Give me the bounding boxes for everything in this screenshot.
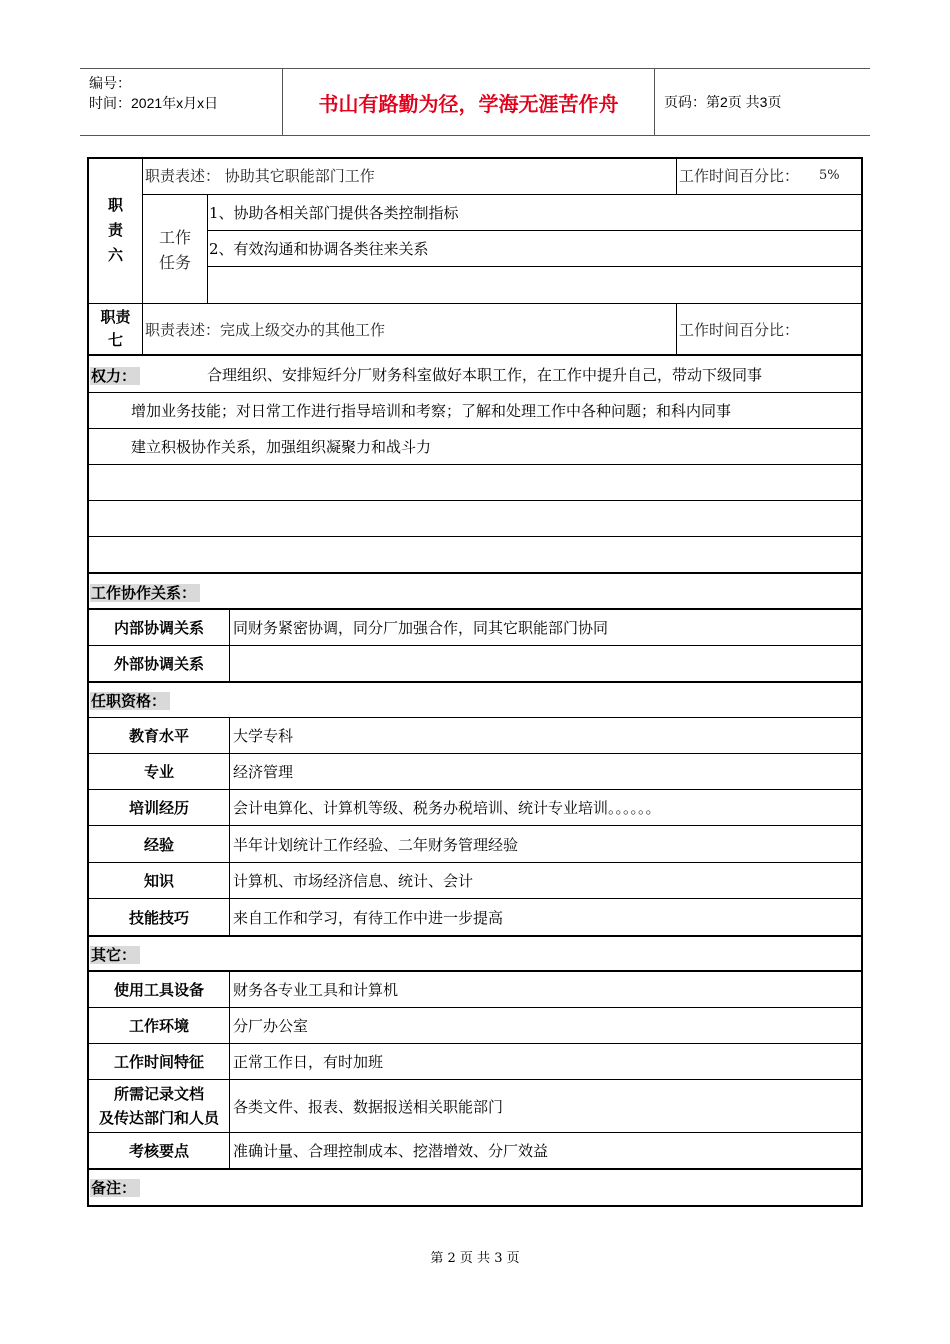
header-page-label: 页码：第2页 共3页 bbox=[664, 94, 782, 110]
remarks-section-label: 备注： bbox=[90, 1179, 140, 1197]
duty6-description: 职责表述： 协助其它职能部门工作 bbox=[145, 167, 375, 185]
duty7-description: 职责表述：完成上级交办的其他工作 bbox=[145, 320, 386, 339]
grid-line bbox=[87, 464, 863, 465]
qualification-row-value: 计算机、市场经济信息、统计、会计 bbox=[233, 872, 474, 890]
header-divider bbox=[654, 69, 655, 136]
authority-line-1: 合理组织、安排短纤分厂财务科室做好本职工作，在工作中提升自己，带动下级同事 bbox=[207, 365, 763, 384]
duty7-label: 职责 七 bbox=[100, 308, 131, 349]
other-row-label: 所需记录文档 及传达部门和人员 bbox=[98, 1085, 219, 1127]
authority-section-label: 权力： bbox=[90, 367, 140, 385]
grid-line bbox=[229, 718, 230, 935]
header-motto: 书山有路勤为径，学海无涯苦作舟 bbox=[318, 92, 619, 116]
grid-line bbox=[207, 195, 208, 303]
qualification-row-value: 半年计划统计工作经验、二年财务管理经验 bbox=[233, 835, 519, 854]
duty6-tasks-label: 工作 任务 bbox=[158, 228, 191, 272]
job-description-form bbox=[87, 157, 863, 1207]
grid-line bbox=[229, 972, 230, 1168]
grid-line bbox=[676, 304, 677, 355]
internal-coordination-label: 内部协调关系 bbox=[113, 619, 204, 637]
qualification-row-value: 来自工作和学习，有待工作中进一步提高 bbox=[233, 908, 504, 927]
page-footer: 第 2 页 共 3 页 bbox=[430, 1251, 520, 1266]
qualification-row-value: 经济管理 bbox=[233, 763, 294, 781]
grid-line bbox=[676, 157, 677, 194]
qualification-row-label: 培训经历 bbox=[128, 799, 189, 817]
grid-line bbox=[87, 572, 863, 574]
other-section-label: 其它： bbox=[90, 946, 140, 964]
doc-number-label: 编号： bbox=[89, 75, 131, 91]
authority-line-3: 建立积极协作关系，加强组织凝聚力和战斗力 bbox=[131, 438, 432, 456]
qualification-row-value: 大学专科 bbox=[233, 727, 294, 745]
duty6-time-value: 5% bbox=[819, 168, 840, 183]
qualification-row-value: 会计电算化、计算机等级、税务办税培训、统计专业培训。。。。。。 bbox=[233, 799, 661, 817]
authority-line-2: 增加业务技能；对日常工作进行指导培训和考察；了解和处理工作中各种问题；和科内同事 bbox=[131, 402, 732, 420]
other-row-label: 工作时间特征 bbox=[113, 1053, 204, 1071]
grid-line bbox=[208, 266, 863, 267]
other-row-value: 分厂办公室 bbox=[233, 1017, 309, 1035]
grid-line bbox=[87, 681, 863, 683]
external-coordination-label: 外部协调关系 bbox=[113, 655, 204, 673]
cooperation-section-label: 工作协作关系： bbox=[90, 584, 200, 602]
qualification-row-label: 技能技巧 bbox=[128, 908, 189, 927]
duty7-time-label: 工作时间百分比： bbox=[679, 320, 800, 339]
other-row-label: 工作环境 bbox=[128, 1017, 189, 1035]
grid-line bbox=[87, 935, 863, 937]
page-header bbox=[80, 68, 870, 136]
qualification-row-label: 专业 bbox=[143, 763, 174, 781]
duty6-label: 职 责 六 bbox=[107, 195, 123, 264]
header-meta bbox=[89, 73, 289, 113]
internal-coordination-value: 同财务紧密协调，同分厂加强合作，同其它职能部门协同 bbox=[233, 619, 609, 637]
other-row-value: 正常工作日，有时加班 bbox=[233, 1053, 384, 1071]
qualification-row-label: 经验 bbox=[143, 835, 174, 854]
doc-date-label: 时间：2021年x月x日 bbox=[89, 95, 219, 111]
other-row-value: 准确计量、合理控制成本、挖潜增效、分厂效益 bbox=[233, 1142, 549, 1160]
qualification-row-label: 教育水平 bbox=[128, 727, 189, 745]
qualification-row-label: 知识 bbox=[143, 872, 174, 890]
grid-line bbox=[87, 1168, 863, 1170]
grid-line bbox=[87, 500, 863, 501]
table-border bbox=[87, 1205, 863, 1207]
grid-line bbox=[87, 536, 863, 537]
qualification-section-label: 任职资格： bbox=[90, 692, 170, 710]
duty6-time-label: 工作时间百分比： bbox=[679, 167, 800, 185]
other-row-value: 财务各专业工具和计算机 bbox=[233, 981, 399, 999]
other-row-label: 使用工具设备 bbox=[113, 981, 204, 999]
duty6-task-2: 2、有效沟通和协调各类往来关系 bbox=[209, 240, 429, 258]
duty6-task-1: 1、协助各相关部门提供各类控制指标 bbox=[209, 204, 459, 222]
other-row-value: 各类文件、报表、数据报送相关职能部门 bbox=[233, 1097, 504, 1116]
other-row-label: 考核要点 bbox=[128, 1142, 189, 1160]
